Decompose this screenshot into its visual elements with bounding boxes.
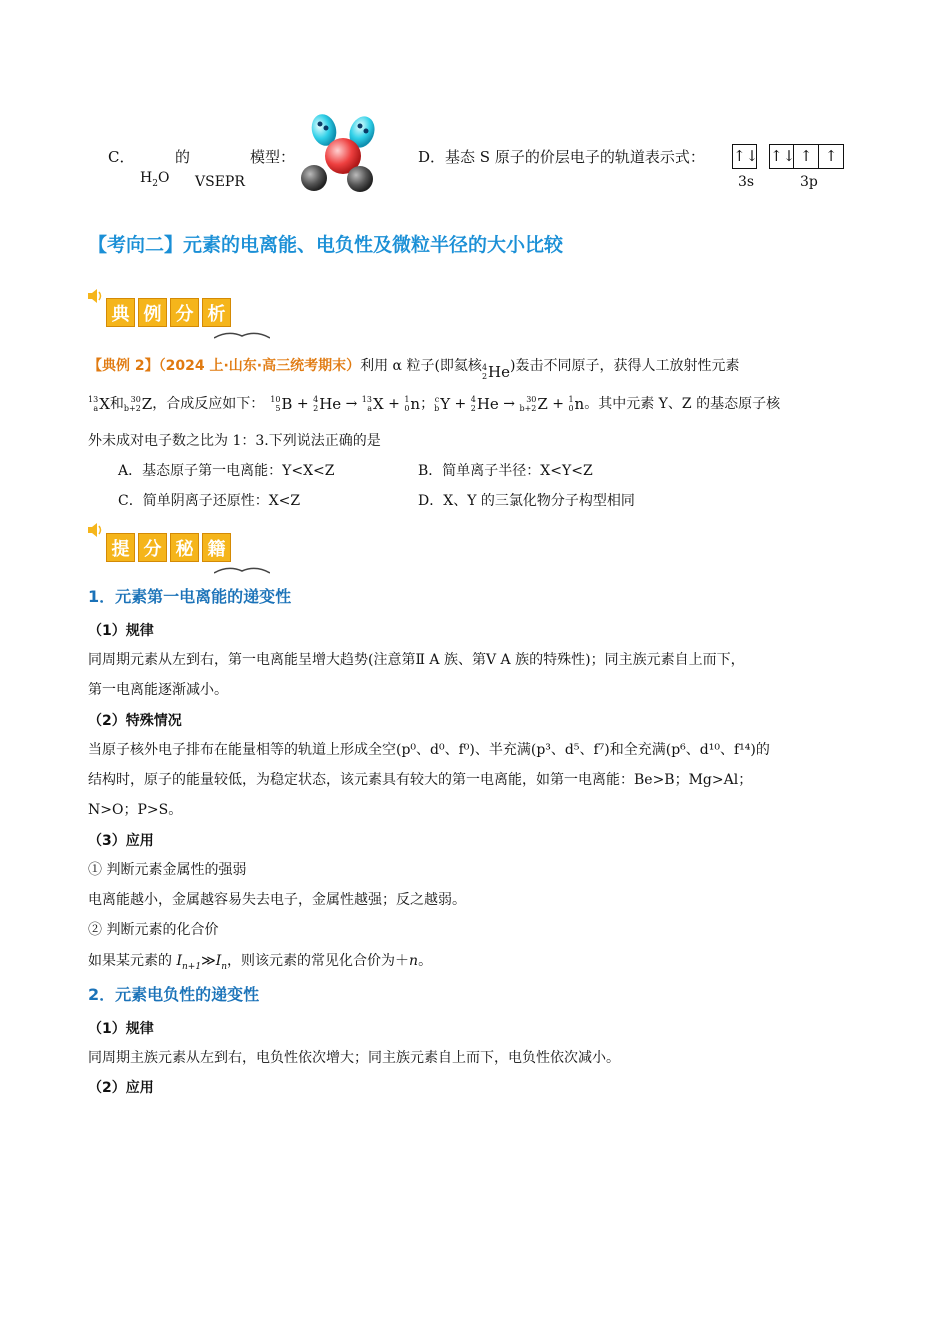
- badge-example-analysis: [106, 298, 231, 327]
- badge-char: 秘: [170, 533, 199, 562]
- s1-a2: ② 判断元素的化合价: [88, 922, 219, 938]
- s1-a1: ① 判断元素金属性的强弱: [88, 862, 247, 878]
- badge-tips: [106, 533, 231, 562]
- label-3s: 3s: [738, 174, 755, 190]
- badge-char: 分: [170, 298, 199, 327]
- text: 。其中元素 Y、Z 的基态原子核: [584, 396, 781, 412]
- text: ，合成反应如下：: [152, 396, 265, 412]
- text: 和: [109, 396, 124, 412]
- example-line-1: [88, 356, 739, 382]
- text: 。: [418, 953, 433, 969]
- s1-title: 1．元素第一电离能的递变性: [88, 587, 292, 606]
- s2-p1: 同周期主族元素从左到右，电负性依次增大；同主族元素自上而下，电负性依次减小。: [88, 1050, 620, 1066]
- option-b: B．简单离子半径：X<Y<Z: [418, 463, 593, 479]
- text: ；: [420, 396, 435, 412]
- option-c: C．简单阴离子还原性：X<Z: [118, 493, 301, 509]
- nuclide-he: 4 2 He: [313, 395, 342, 413]
- s1-p2c: N>O；P>S。: [88, 802, 183, 818]
- text: 利用 α 粒子(即氦核: [360, 358, 482, 374]
- nuclide-x: 13 a X: [88, 395, 110, 413]
- option-c-model: 模型：: [250, 148, 296, 166]
- nuclide-n: 1 0 n: [568, 395, 585, 413]
- nuclide-y: c b Y: [434, 395, 451, 413]
- badge-char: 分: [138, 533, 167, 562]
- text: 如果某元素的: [88, 953, 177, 969]
- speaker-icon: [86, 522, 104, 542]
- example-line-3: 外未成对电子数之比为 1：3.下列说法正确的是: [88, 433, 381, 449]
- label-3p: 3p: [800, 174, 818, 190]
- badge-char: 析: [202, 298, 231, 327]
- vsepr-label: VSEPR: [195, 174, 245, 190]
- speaker-icon: [86, 288, 104, 308]
- orbital-3p-2: ↑: [794, 144, 819, 169]
- s2-h2: （2）应用: [88, 1080, 154, 1096]
- s1-p2b: 结构时，原子的能量较低，为稳定状态，该元素具有较大的第一电离能，如第一电离能：Be>B；Mg>Al；: [88, 772, 753, 788]
- s2-h1: （1）规律: [88, 1021, 154, 1037]
- text: )轰击不同原子，获得人工放射性元素: [510, 358, 740, 374]
- nuclide-he: 4 2 He: [481, 363, 510, 381]
- option-d: D．X、Y 的三氯化物分子构型相同: [418, 493, 635, 509]
- example-source: （2024 上·山东·高三统考期末）: [158, 358, 361, 374]
- nuclide-z: 30 b+2 Z: [123, 395, 153, 413]
- s1-a1t: 电离能越小，金属越容易失去电子，金属性越强；反之越弱。: [88, 892, 466, 908]
- badge-char: 例: [138, 298, 167, 327]
- badge-char: 籍: [202, 533, 231, 562]
- nuclide-he: 4 2 He: [470, 395, 499, 413]
- orbital-diagram: [732, 144, 844, 169]
- section-title: 【考向二】元素的电离能、电负性及微粒半径的大小比较: [88, 234, 564, 256]
- s1-a2t: 如果某元素的 $I_{n+1}≫I_n$，则该元素的常见化合价为＋n。: [88, 953, 433, 972]
- s1-h1: （1）规律: [88, 623, 154, 639]
- book-icon: [214, 325, 270, 344]
- s1-p1b: 第一电离能逐渐减小。: [88, 682, 228, 698]
- option-a: A．基态原子第一电离能：Y<X<Z: [118, 463, 335, 479]
- option-d-text: D．基态 S 原子的价层电子的轨道表示式：: [418, 148, 705, 166]
- orbital-3p-3: ↑: [819, 144, 844, 169]
- nuclide-x: 13 a X: [361, 395, 384, 413]
- orbital-3p-1: ↑↓: [769, 144, 794, 169]
- orbital-3s: ↑↓: [732, 144, 757, 169]
- book-icon: [214, 560, 270, 579]
- s1-h2: （2）特殊情况: [88, 713, 182, 729]
- s1-h3: （3）应用: [88, 833, 154, 849]
- vsepr-model-image: [298, 112, 388, 194]
- nuclide-z: 30 b+2 Z: [519, 395, 548, 413]
- s2-title: 2．元素电负性的递变性: [88, 985, 260, 1004]
- badge-char: 典: [106, 298, 135, 327]
- s1-p1a: 同周期元素从左到右，第一电离能呈增大趋势(注意第Ⅱ A 族、第Ⅴ A 族的特殊性)；同主族元素自上而下，: [88, 652, 745, 668]
- nuclide-n: 1 0 n: [404, 395, 421, 413]
- option-c-de: 的: [175, 148, 191, 166]
- h2o-formula: $H_2O$: [140, 170, 170, 189]
- badge-char: 提: [106, 533, 135, 562]
- text: n: [409, 953, 419, 969]
- s1-p2a: 当原子核外电子排布在能量相等的轨道上形成全空(p⁰、d⁰、f⁰)、半充满(p³、d⁵、f⁷)和全充满(p⁶、d¹⁰、f¹⁴)的: [88, 742, 770, 758]
- option-c-label: C．: [108, 148, 135, 166]
- text: ，则该元素的常见化合价为＋: [227, 953, 410, 969]
- nuclide-b: 10 5 B: [270, 395, 293, 413]
- example-line-2: 13 a X 和 30 b+2 Z ，合成反应如下： 10 5 B + 4 2 He → 13 a X + 1 0 n ； c b Y + 4 2 He → 30 b+2 Z + 1 0 n 。其中元素 Y、Z 的基态原子核: [88, 395, 781, 413]
- example-tag: 【典例 2】: [88, 358, 159, 374]
